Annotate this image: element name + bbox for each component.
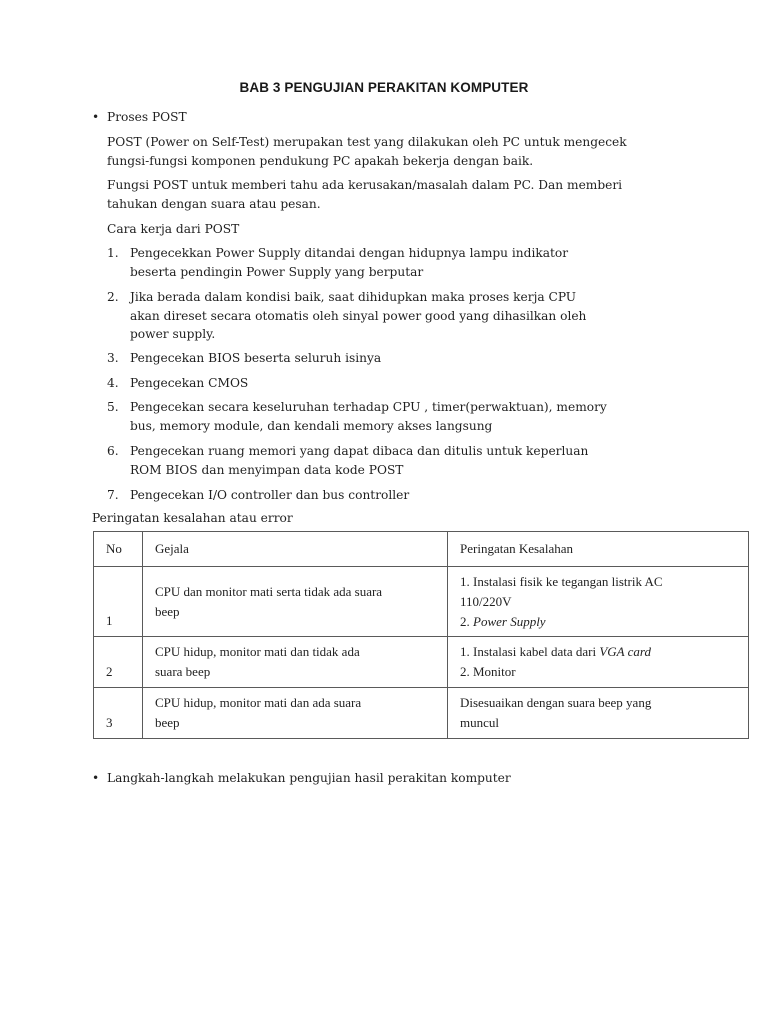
list-text — [130, 398, 670, 435]
list-number: 1. — [107, 246, 119, 260]
cell-line-prefix: 1. Instalasi kabel data dari — [460, 644, 600, 659]
cell-peringatan — [448, 688, 749, 739]
list-line: power supply. — [130, 327, 216, 341]
table-header-row — [94, 532, 749, 567]
list-number: 6. — [107, 444, 119, 458]
list-line: Pengecekan CMOS — [130, 376, 249, 390]
list-text — [130, 442, 670, 479]
list-line: Pengecekan I/O controller dan bus controller — [130, 488, 410, 502]
error-warning-table — [93, 531, 749, 739]
cell-line: muncul — [460, 715, 499, 730]
cell-line: suara beep — [155, 664, 211, 679]
list-text — [130, 244, 670, 281]
cell-line: 2. Monitor — [460, 664, 516, 679]
cell-no: 2 — [94, 637, 143, 688]
cell-line: beep — [155, 603, 180, 619]
paragraph-cara-kerja — [107, 220, 667, 239]
cell-line: Disesuaikan dengan suara beep yang — [460, 695, 652, 710]
cell-gejala — [143, 637, 448, 688]
cell-line-italic: VGA card — [599, 644, 651, 659]
column-header-no: No — [94, 532, 143, 567]
column-header-gejala: Gejala — [143, 532, 448, 567]
cell-line: 110/220V — [460, 593, 512, 609]
list-text — [130, 486, 670, 505]
cell-line — [460, 612, 736, 632]
page-title: BAB 3 PENGUJIAN PERAKITAN KOMPUTER — [239, 80, 529, 95]
list-number: 7. — [107, 488, 119, 502]
list-line: Jika berada dalam kondisi baik, saat dihidupkan maka proses kerja CPU — [130, 290, 577, 304]
cell-line: beep — [155, 715, 180, 730]
list-line: Pengecekan secara keseluruhan terhadap CPU , timer(perwaktuan), memory — [130, 400, 607, 414]
table-caption: Peringatan kesalahan atau error — [92, 511, 293, 525]
paragraph-text: POST (Power on Self-Test) merupakan test yang dilakukan oleh PC untuk mengecek fungsi-fungsi komponen pendukung PC apakah bekerja dengan baik. — [107, 135, 627, 168]
bullet-dot: • — [92, 771, 100, 785]
list-number: 4. — [107, 376, 119, 390]
list-number: 2. — [107, 290, 119, 304]
cell-line-prefix: 2. — [460, 613, 473, 629]
list-line: Pengecekkan Power Supply ditandai dengan hidupnya lampu indikator — [130, 246, 569, 260]
cell-line — [460, 642, 736, 662]
list-text — [130, 374, 670, 393]
cell-line: 1. Instalasi fisik ke tegangan listrik AC — [460, 573, 663, 589]
bullet-dot: • — [92, 110, 100, 124]
cell-gejala — [143, 688, 448, 739]
paragraph-text: Cara kerja dari POST — [107, 222, 240, 236]
list-number: 3. — [107, 351, 119, 365]
paragraph-post-definition — [107, 133, 667, 170]
table-row — [94, 567, 749, 637]
paragraph-post-function — [107, 176, 667, 213]
cell-peringatan — [448, 567, 749, 637]
list-line: Pengecekan ruang memori yang dapat dibaca dan ditulis untuk keperluan — [130, 444, 589, 458]
cell-no: 1 — [94, 567, 143, 637]
list-line: ROM BIOS dan menyimpan data kode POST — [130, 462, 404, 477]
table-row — [94, 688, 749, 739]
list-line: bus, memory module, dan kendali memory akses langsung — [130, 418, 493, 433]
cell-line: CPU hidup, monitor mati dan tidak ada — [155, 644, 360, 659]
list-number: 5. — [107, 400, 119, 414]
bullet-text: Langkah-langkah melakukan pengujian hasil perakitan komputer — [107, 771, 511, 785]
cell-gejala — [143, 567, 448, 637]
list-text — [130, 288, 670, 344]
cell-peringatan — [448, 637, 749, 688]
list-line: beserta pendingin Power Supply yang berputar — [130, 264, 424, 279]
cell-line-italic: Power Supply — [473, 613, 546, 629]
cell-line: CPU hidup, monitor mati dan ada suara — [155, 695, 362, 710]
list-line: akan direset secara otomatis oleh sinyal power good yang dihasilkan oleh — [130, 308, 587, 323]
column-header-peringatan: Peringatan Kesalahan — [448, 532, 749, 567]
cell-line: CPU dan monitor mati serta tidak ada suara — [155, 583, 383, 599]
list-text — [130, 349, 670, 368]
paragraph-text: Fungsi POST untuk memberi tahu ada kerusakan/masalah dalam PC. Dan memberi tahukan dengan suara atau pesan. — [107, 178, 623, 211]
table-row — [94, 637, 749, 688]
bullet-text: Proses POST — [107, 110, 187, 124]
cell-no: 3 — [94, 688, 143, 739]
list-line: Pengecekan BIOS beserta seluruh isinya — [130, 351, 382, 365]
